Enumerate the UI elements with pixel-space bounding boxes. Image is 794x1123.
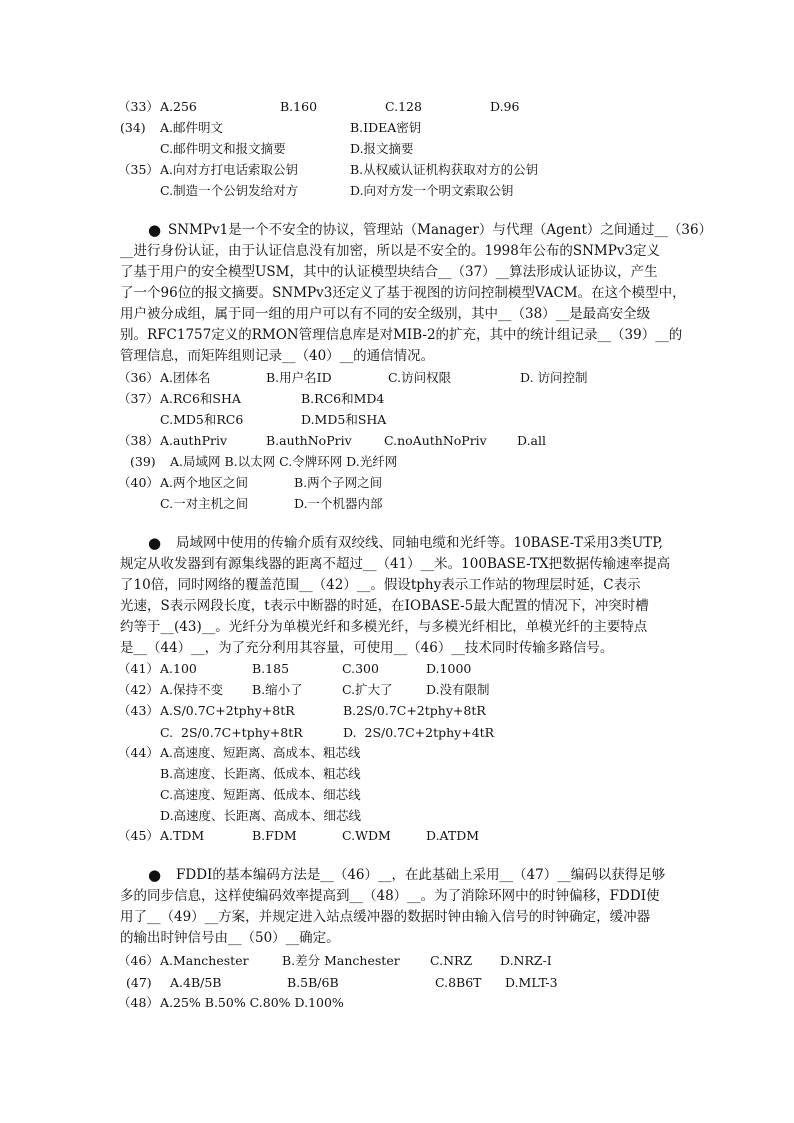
q35-option-d: D.向对方发一个明文索取公钥 [350,183,514,198]
q33-option-d: D.96 [490,99,520,114]
q41-number: （41） [118,661,159,676]
paragraph-line: 了基于用户的安全模型USM，其中的认证模型块结合__（37）__算法形成认证协议，产生 [120,264,658,280]
q33-option-a: A.256 [160,99,197,114]
q46-option-b: B.差分 Manchester [282,953,400,968]
q40-option-c: C.一对主机之间 [160,496,249,511]
q44-number: （44） [118,745,159,760]
paragraph-line: 是__（44）__，为了充分利用其容量，可使用__（46）__技术同时传输多路信号。 [120,640,614,656]
q47-number: (47) [126,975,152,990]
q44-option-d: D.高速度、长距离、高成本、细芯线 [160,808,362,823]
q42-number: （42） [118,682,159,697]
bullet-icon: ● [148,221,162,239]
q35-option-b: B.从权威认证机构获取对方的公钥 [350,162,539,177]
q47-option-d: D.MLT-3 [505,975,558,990]
q35-option-c: C.制造一个公钥发给对方 [160,183,299,198]
q36-option-c: C.访问权限 [388,370,452,385]
q34-option-a: A.邮件明文 [160,120,224,135]
q36-option-a: A.团体名 [160,370,211,385]
q41-option-a: A.100 [160,661,197,676]
q38-number: （38） [118,433,159,448]
q41-option-b: B.185 [252,661,290,676]
q33-number: （33） [118,99,159,114]
q44-option-a: A.高速度、短距离、高成本、粗芯线 [160,745,361,760]
q35-option-a: A.向对方打电话索取公钥 [160,162,299,177]
q47-option-a: A.4B/5B [170,975,222,990]
q37-option-b: B.RC6和MD4 [301,391,385,406]
q34-option-c: C.邮件明文和报文摘要 [160,141,286,156]
paragraph-line: 规定从收发器到有源集线器的距离不超过__（41）__米。100BASE-TX把数据传输速率提高 [120,556,671,572]
q47-option-b: B.5B/6B [287,975,339,990]
paragraph-line: 用户被分成组，属于同一组的用户可以有不同的安全级别，其中__（38）__是最高安全级 [120,306,651,322]
q46-option-c: C.NRZ [430,953,473,968]
q33-option-b: B.160 [280,99,318,114]
q40-option-d: D.一个机器内部 [294,496,383,511]
paragraph-line: 多的同步信息，这样使编码效率提高到__（48）__。为了消除环网中的时钟偏移，FDDI使 [120,888,660,904]
q41-option-c: C.300 [342,661,379,676]
q38-option-a: A.authPriv [160,433,228,448]
q37-option-c: C.MD5和RC6 [160,412,244,427]
q46-option-d: D.NRZ-I [500,953,552,968]
q40-option-a: A.两个地区之间 [160,475,249,490]
q39-options: A.局域网 B.以太网 C.令牌环网 D.光纤网 [170,454,398,469]
q36-option-d: D. 访问控制 [520,370,588,385]
paragraph-line: 用了__（49）__方案，并规定进入站点缓冲器的数据时钟由输入信号的时钟确定，缓冲器 [120,909,651,925]
q45-option-a: A.TDM [160,828,205,843]
paragraph-line: 管理信息，而矩阵组则记录__（40）__的通信情况。 [120,348,435,364]
q44-option-b: B.高速度、长距离、低成本、粗芯线 [160,766,361,781]
q37-option-a: A.RC6和SHA [160,391,241,406]
bullet-icon: ● [148,534,162,552]
q43-option-c: C. 2S/0.7C+tphy+8tR [160,725,303,740]
q40-option-b: B.两个子网之间 [294,475,383,490]
q46-number: （46） [118,953,159,968]
q42-option-b: B.缩小了 [252,682,303,697]
paragraph-line: 的输出时钟信号由__（50）__确定。 [120,930,340,946]
q40-number: （40） [118,475,159,490]
q39-number: (39) [130,454,156,469]
q46-option-a: A.Manchester [160,953,249,968]
q34-option-b: B.IDEA密钥 [350,120,422,135]
q33-option-c: C.128 [385,99,422,114]
paragraph-line: __进行身份认证，由于认证信息没有加密，所以是不安全的。1998年公布的SNMPv3定义 [120,243,661,259]
q43-option-d: D. 2S/0.7C+2tphy+4tR [343,725,495,740]
q43-option-b: B.2S/0.7C+2tphy+8tR [343,703,486,718]
paragraph-line: FDDI的基本编码方法是__（46）__，在此基础上采用__（47）__编码以获得足够 [176,867,666,883]
q37-option-d: D.MD5和SHA [301,412,387,427]
paragraph-line: 了一个96位的报文摘要。SNMPv3还定义了基于视图的访问控制模型VACM。在这个模型中， [120,285,686,301]
q35-number: （35） [118,162,159,177]
q34-option-d: D.报文摘要 [350,141,414,156]
q45-option-b: B.FDM [252,828,297,843]
q45-option-c: C.WDM [342,828,391,843]
paragraph-line: 约等于__(43)__。光纤分为单模光纤和多模光纤，与多模光纤相比，单模光纤的主要特点 [120,619,648,635]
q45-option-d: D.ATDM [426,828,480,843]
paragraph-line: 了10倍，同时网络的覆盖范围__（42）__。假设tphy表示工作站的物理层时延，C表示 [120,577,641,593]
paragraph-line: 局域网中使用的传输介质有双绞线、同轴电缆和光纤等。10BASE-T采用3类UTP, [176,535,663,551]
q42-option-c: C.扩大了 [342,682,393,697]
q45-number: （45） [118,828,159,843]
q34-number: (34) [120,120,146,135]
q43-option-a: A.S/0.7C+2tphy+8tR [160,703,295,718]
q42-option-a: A.保持不变 [160,682,224,697]
q38-option-c: C.noAuthNoPriv [384,433,487,448]
q41-option-d: D.1000 [426,661,472,676]
paragraph-line: SNMPv1是一个不安全的协议，管理站（Manager）与代理（Agent）之间通过__（36） [168,222,713,238]
q36-option-b: B.用户名ID [266,370,332,385]
q43-number: （43） [118,703,159,718]
q44-option-c: C.高速度、短距离、低成本、细芯线 [160,787,361,802]
q48-options: A.25% B.50% C.80% D.100% [160,995,344,1010]
q36-number: （36） [118,370,159,385]
paragraph-line: 别。RFC1757定义的RMON管理信息库是对MIB-2的扩充，其中的统计组记录__（39）__的 [120,327,683,343]
q38-option-b: B.authNoPriv [266,433,352,448]
q38-option-d: D.all [517,433,546,448]
q48-number: （48） [118,995,159,1010]
bullet-icon: ● [148,866,162,884]
paragraph-line: 光速，S表示网段长度，t表示中断器的时延，在IOBASE-5最大配置的情况下，冲突时槽 [120,598,649,614]
q37-number: （37） [118,391,159,406]
q42-option-d: D.没有限制 [426,682,490,697]
q47-option-c: C.8B6T [435,975,482,990]
